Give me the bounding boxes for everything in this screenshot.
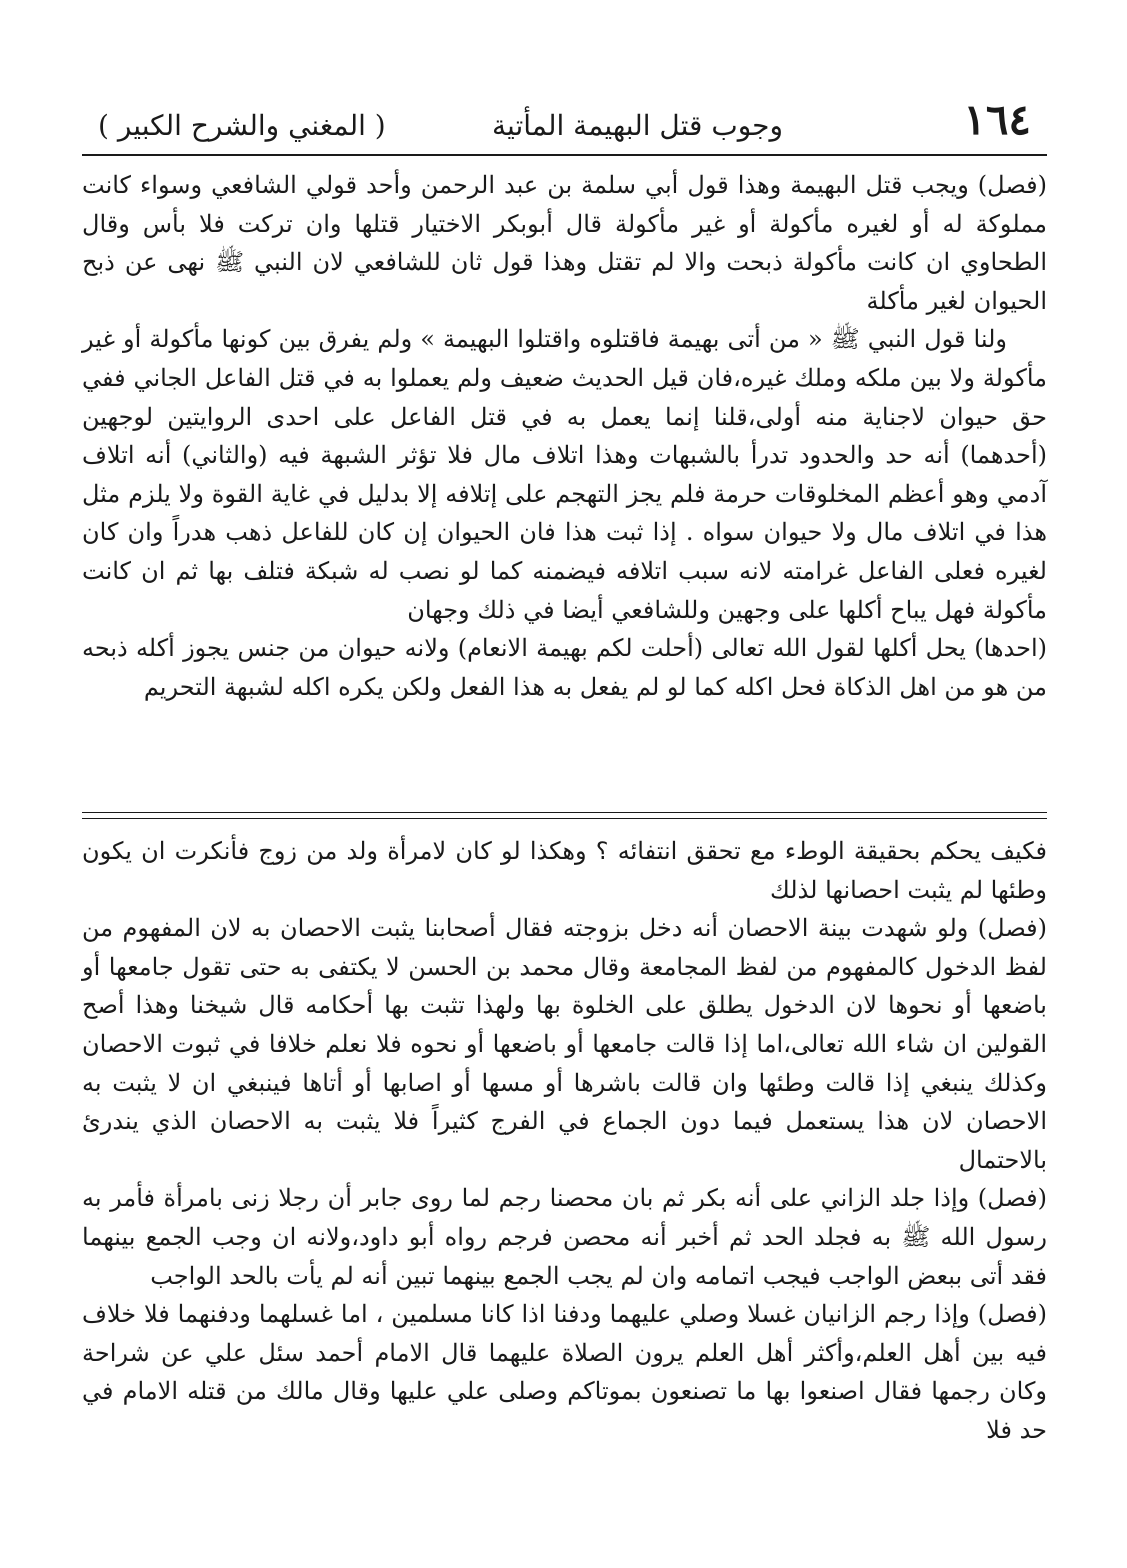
running-title: وجوب قتل البهيمة المأتية bbox=[492, 109, 783, 142]
header-divider bbox=[82, 154, 1047, 156]
paragraph: فكيف يحكم بحقيقة الوطء مع تحقق انتفائه ؟ وهكذا لو كان لامرأة ولد من زوج فأنكرت ان يكون وطئها لم يثبت احصانها لذلك bbox=[82, 837, 1047, 904]
section-divider-line bbox=[82, 818, 1047, 819]
main-text-section bbox=[82, 166, 1047, 706]
page-number: ١٦٤ bbox=[963, 95, 1031, 144]
page-header bbox=[88, 96, 1043, 152]
paragraph: (فصل) وإذا رجم الزانيان غسلا وصلي عليهما ودفنا اذا كانا مسلمين ، اما غسلهما ودفنهما فلا خلاف فيه بين أهل العلم،وأكثر أهل العلم يرون الصلاة عليهما قال الامام أحمد سئل علي عن شراحة وكان رجمها فقال اصنعوا بها ما تصنعون بموتاكم وصلى علي عليها وقال مالك من قتله الامام في حد فلا bbox=[82, 1300, 1047, 1444]
book-title: ( المغني والشرح الكبير ) bbox=[98, 109, 386, 142]
section-divider-line bbox=[82, 812, 1047, 813]
paragraph: (فصل) وإذا جلد الزاني على أنه بكر ثم بان محصنا رجم لما روى جابر أن رجلا زنى بامرأة فأمر به رسول الله ﷺ به فجلد الحد ثم أخبر أنه محصن فرجم رواه أبو داود،ولانه ان وجب الجمع بينهما فقد أتى ببعض الواجب فيجب اتمامه وان لم يجب الجمع بينهما تبين أنه لم يأت بالحد الواجب bbox=[82, 1184, 1047, 1290]
paragraph: (احدها) يحل أكلها لقول الله تعالى (أحلت لكم بهيمة الانعام) ولانه حيوان من جنس يجوز أكله ذبحه من هو من اهل الذكاة فحل اكله كما لو لم يفعل به هذا الفعل ولكن يكره اكله لشبهة التحريم bbox=[82, 634, 1047, 701]
paragraph: (فصل) ويجب قتل البهيمة وهذا قول أبي سلمة بن عبد الرحمن وأحد قولي الشافعي وسواء كانت مملوكة له أو لغيره مأكولة أو غير مأكولة قال أبوبكر الاختيار قتلها وان تركت فلا بأس وقال الطحاوي ان كانت مأكولة ذبحت والا لم تقتل وهذا قول ثان للشافعي لان النبي ﷺ نهى عن ذبح الحيوان لغير مأكلة bbox=[82, 171, 1047, 315]
paragraph: ولنا قول النبي ﷺ « من أتى بهيمة فاقتلوه واقتلوا البهيمة » ولم يفرق بين كونها مأكولة أو غير مأكولة ولا بين ملكه وملك غيره،فان قيل الحديث ضعيف ولم يعملوا به في قتل الفاعل الجاني ففي حق حيوان لاجناية منه أولى،قلنا إنما يعمل به في قتل الفاعل على احدى الروايتين لوجهين (أحدهما) أنه حد والحدود تدرأ بالشبهات وهذا اتلاف مال فلا تؤثر الشبهة فيه (والثاني) أنه اتلاف آدمي وهو أعظم المخلوقات حرمة فلم يجز التهجم على إتلافه إلا بدليل في غاية القوة ولا يلزم مثل هذا في اتلاف مال ولا حيوان سواه . إذا ثبت هذا فان الحيوان إن كان للفاعل ذهب هدراً وان كان لغيره فعلى الفاعل غرامته لانه سبب اتلافه فيضمنه كما لو نصب له شبكة فتلف بها ثم ان كانت مأكولة فهل يباح أكلها على وجهين وللشافعي أيضا في ذلك وجهان bbox=[82, 325, 1048, 624]
paragraph: (فصل) ولو شهدت بينة الاحصان أنه دخل بزوجته فقال أصحابنا يثبت الاحصان به لان المفهوم من لفظ الدخول كالمفهوم من لفظ المجامعة وقال محمد بن الحسن لا يكتفى به حتى تقول جامعها أو باضعها أو نحوها لان الدخول يطلق على الخلوة بها ولهذا تثبت بها أحكامه قال شيخنا وهذا أصح القولين ان شاء الله تعالى،اما إذا قالت جامعها أو باضعها أو نحوه فلا نعلم خلافا في ثبوت الاحصان وكذلك ينبغي إذا قالت وطئها وان قالت باشرها أو مسها أو اصابها أو أتاها فينبغي ان لا يثبت به الاحصان لان هذا يستعمل فيما دون الجماع في الفرج كثيراً فلا يثبت به الاحصان الذي يندرئ بالاحتمال bbox=[82, 914, 1047, 1174]
lower-text-section bbox=[82, 832, 1047, 1450]
